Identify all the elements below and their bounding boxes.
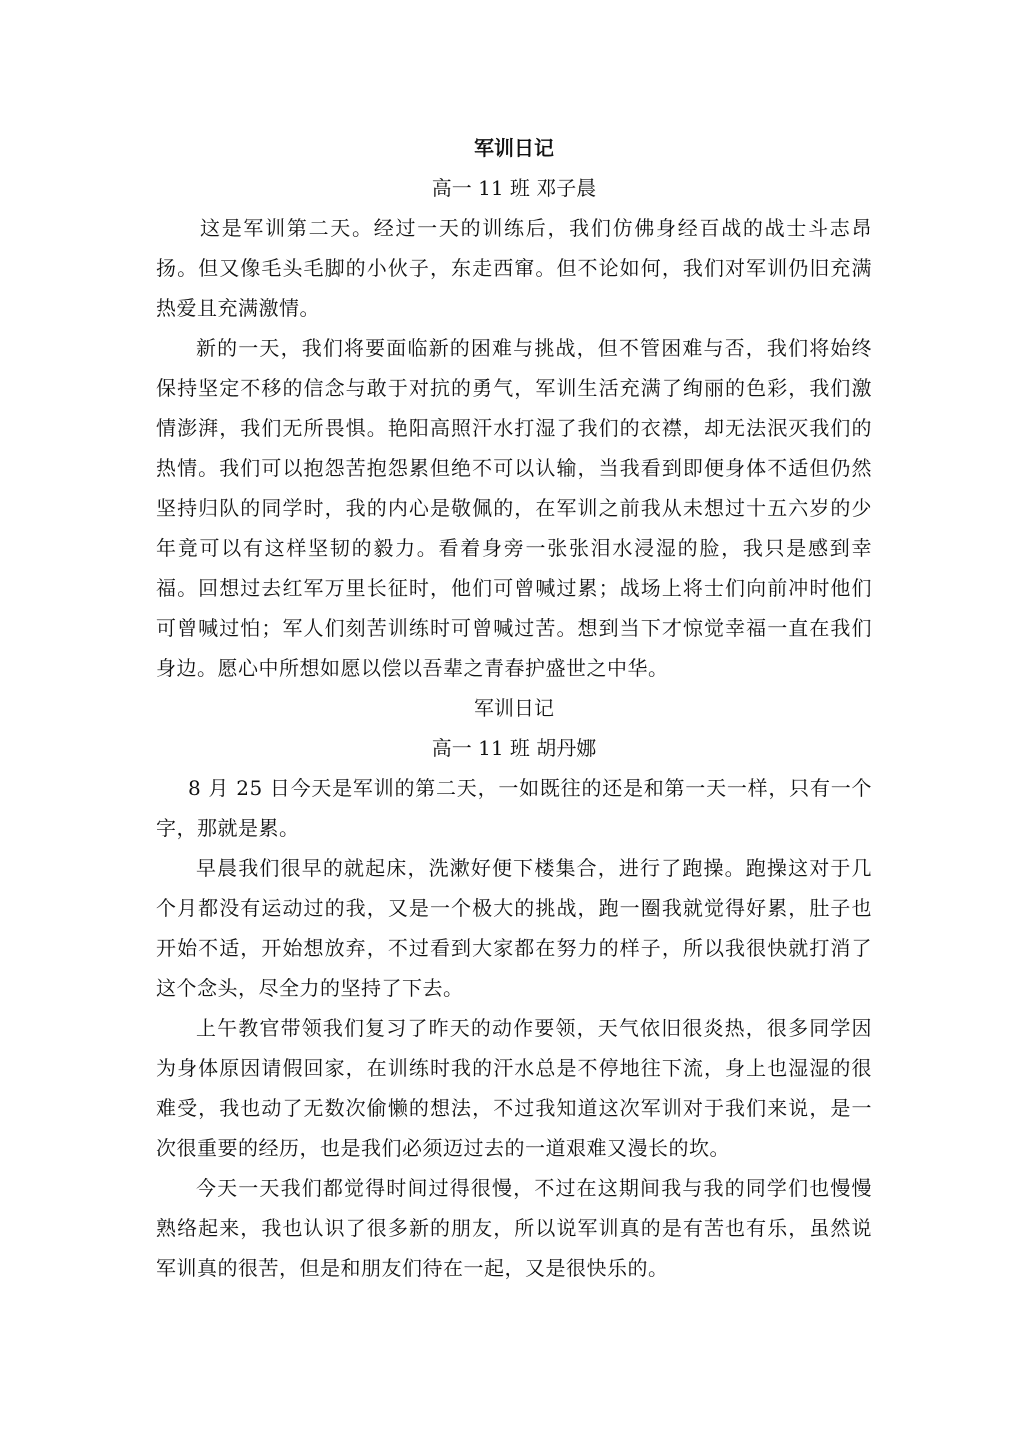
entry-paragraph: 上午教官带领我们复习了昨天的动作要领，天气依旧很炎热，很多同学因为身体原因请假回家，在训练时我的汗水总是不停地往下流，身上也湿湿的很难受，我也动了无数次偷懒的想法，不过我知道这次军训对于我们来说，是一次很重要的经历，也是我们必须迈过去的一道艰难又漫长的坎。 bbox=[156, 1016, 872, 1160]
entry-title: 军训日记 bbox=[474, 696, 554, 720]
entry-paragraph: 早晨我们很早的就起床，洗漱好便下楼集合，进行了跑操。跑操这对于几个月都没有运动过的我，又是一个极大的挑战，跑一圈我就觉得好累，肚子也开始不适，开始想放弃，不过看到大家都在努力的样子，所以我很快就打消了这个念头，尽全力的坚持了下去。 bbox=[156, 856, 872, 1000]
entry-byline: 高一 11 班 邓子晨 bbox=[431, 176, 597, 200]
entry-paragraph: 今天一天我们都觉得时间过得很慢，不过在这期间我与我的同学们也慢慢熟络起来，我也认识了很多新的朋友，所以说军训真的是有苦也有乐，虽然说军训真的很苦，但是和朋友们待在一起，又是很快乐的。 bbox=[156, 1176, 872, 1280]
document-body bbox=[156, 128, 872, 1288]
entry-paragraph: 这是军训第二天。经过一天的训练后，我们仿佛身经百战的战士斗志昂扬。但又像毛头毛脚的小伙子，东走西窜。但不论如何，我们对军训仍旧充满热爱且充满激情。 bbox=[156, 216, 872, 320]
entry-byline: 高一 11 班 胡丹娜 bbox=[431, 736, 597, 760]
diary-entry-2 bbox=[156, 688, 872, 1288]
entry-paragraph: 8 月 25 日今天是军训的第二天，一如既往的还是和第一天一样，只有一个字，那就是累。 bbox=[156, 776, 872, 840]
entry-paragraph: 新的一天，我们将要面临新的困难与挑战，但不管困难与否，我们将始终保持坚定不移的信念与敢于对抗的勇气，军训生活充满了绚丽的色彩，我们激情澎湃，我们无所畏惧。艳阳高照汗水打湿了我们的衣襟，却无法泯灭我们的热情。我们可以抱怨苦抱怨累但绝不可以认输，当我看到即便身体不适但仍然坚持归队的同学时，我的内心是敬佩的，在军训之前我从未想过十五六岁的少年竟可以有这样坚韧的毅力。看着身旁一张张泪水浸湿的脸，我只是感到幸福。回想过去红军万里长征时，他们可曾喊过累；战场上将士们向前冲时他们可曾喊过怕；军人们刻苦训练时可曾喊过苦。想到当下才惊觉幸福一直在我们身边。愿心中所想如愿以偿以吾辈之青春护盛世之中华。 bbox=[156, 336, 872, 680]
diary-entry-1 bbox=[156, 128, 872, 688]
entry-title: 军训日记 bbox=[474, 136, 554, 160]
